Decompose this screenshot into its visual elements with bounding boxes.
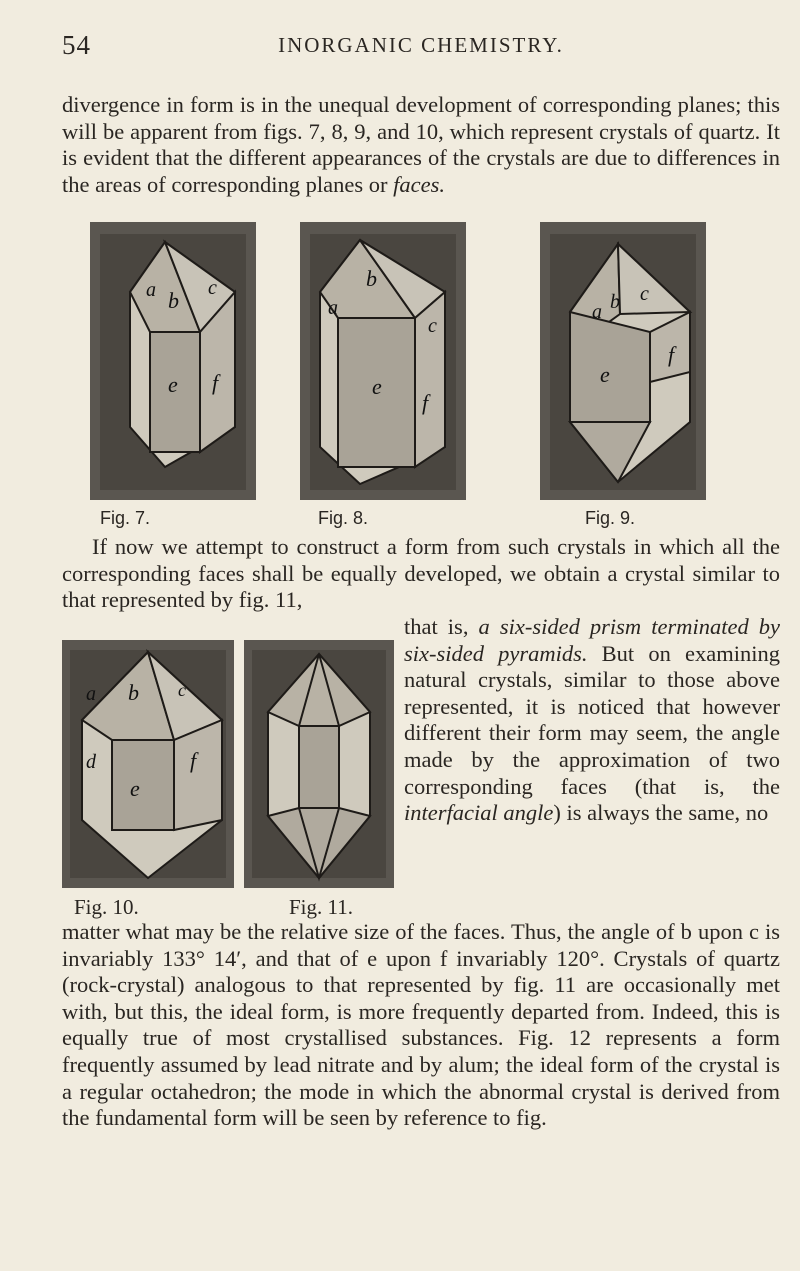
fig8-label-f: f xyxy=(422,390,429,415)
fig9-label-f: f xyxy=(668,342,675,367)
figure-11-illustration xyxy=(244,640,394,888)
figure-8-illustration xyxy=(300,222,466,500)
page-header xyxy=(62,30,780,70)
paragraph-intro-text: divergence in form is in the unequal development of corresponding planes; this will be apparent from figs. 7, 8, 9, and 10, which represent crystals of quartz. It is evident that the different appearances of the crystals are due to differences in the areas of corresponding planes or xyxy=(62,92,780,197)
fig10-caption: Fig. 10. xyxy=(74,895,139,919)
running-title: INORGANIC CHEMISTRY. xyxy=(278,33,564,57)
paragraph-quartz-text: matter what may be the relative size of the faces. Thus, the angle of b upon c is invariably 133° 14′, and that of e upon f invariably 120°. Crystals of quartz (rock-crystal) analogous to that represented by fig. 11 are occasionally met with, but this, the ideal form, is more frequently departed from. Indeed, this is equally true of most crystallised substances. Fig. 12 represents a form frequently assumed by lead nitrate and by alum; the ideal form of the crystal is a regular octahedron; the mode in which the abnormal crystal is derived from the fundamental form will be seen by reference to fig. xyxy=(62,919,780,1131)
figure-10 xyxy=(62,640,234,888)
faces-italic: faces. xyxy=(393,171,445,197)
paragraph-quartz xyxy=(62,919,780,1132)
fig8-label-a: a xyxy=(328,297,338,319)
fig7-label-c: c xyxy=(208,277,217,299)
figure-10-illustration xyxy=(62,640,234,888)
figure-9 xyxy=(540,222,706,500)
fig8-label-e: e xyxy=(372,374,382,399)
fig9-label-a: a xyxy=(592,301,602,323)
interfacial-angle-italic: interfacial angle xyxy=(404,800,554,826)
fig8-label-c: c xyxy=(428,315,437,337)
fig9-label-b: b xyxy=(610,291,620,313)
fig7-label-f: f xyxy=(212,370,219,395)
page-number: 54 xyxy=(62,30,91,60)
figure-11 xyxy=(244,640,394,888)
fig7-label-b: b xyxy=(168,288,179,313)
fig7-caption: Fig. 7. xyxy=(100,508,151,528)
side-rest: But on examining natural crystals, similar to those above represented, it is noticed that however different their form may seem, the angle made by the approximation of two corresponding faces (that is, the xyxy=(404,640,780,799)
figure-9-illustration xyxy=(540,222,706,500)
figure-7-illustration xyxy=(90,222,256,500)
fig9-label-e: e xyxy=(600,362,610,387)
side-intro: that is, xyxy=(404,614,479,639)
side-end: ) is always the same, no xyxy=(553,800,769,826)
paragraph-construct-lead: If now we attempt to construct a form from such crystals in which all the corresponding faces shall be equally developed, we obtain a crystal similar to that represented by fig. 11, xyxy=(62,534,780,613)
fig7-label-e: e xyxy=(168,372,178,397)
fig9-caption: Fig. 9. xyxy=(585,508,636,528)
fig7-label-a: a xyxy=(146,279,156,301)
fig10-label-c: c xyxy=(178,680,186,700)
fig9-label-c: c xyxy=(640,283,649,305)
fig11-caption: Fig. 11. xyxy=(289,895,353,919)
paragraph-intro xyxy=(62,92,780,198)
fig10-label-e: e xyxy=(130,776,140,801)
side-italic: a six-sided prism terminated by six-sided pyramids. xyxy=(404,614,780,666)
fig8-label-b: b xyxy=(366,266,377,291)
fig8-caption: Fig. 8. xyxy=(318,508,369,528)
figure-7 xyxy=(90,222,256,500)
paragraph-construct xyxy=(62,534,780,614)
fig10-label-d: d xyxy=(86,751,96,773)
figure-8 xyxy=(300,222,466,500)
fig10-label-a: a xyxy=(86,683,96,705)
fig10-label-f: f xyxy=(190,748,197,773)
paragraph-side-text xyxy=(404,614,780,827)
fig10-label-b: b xyxy=(128,680,139,705)
